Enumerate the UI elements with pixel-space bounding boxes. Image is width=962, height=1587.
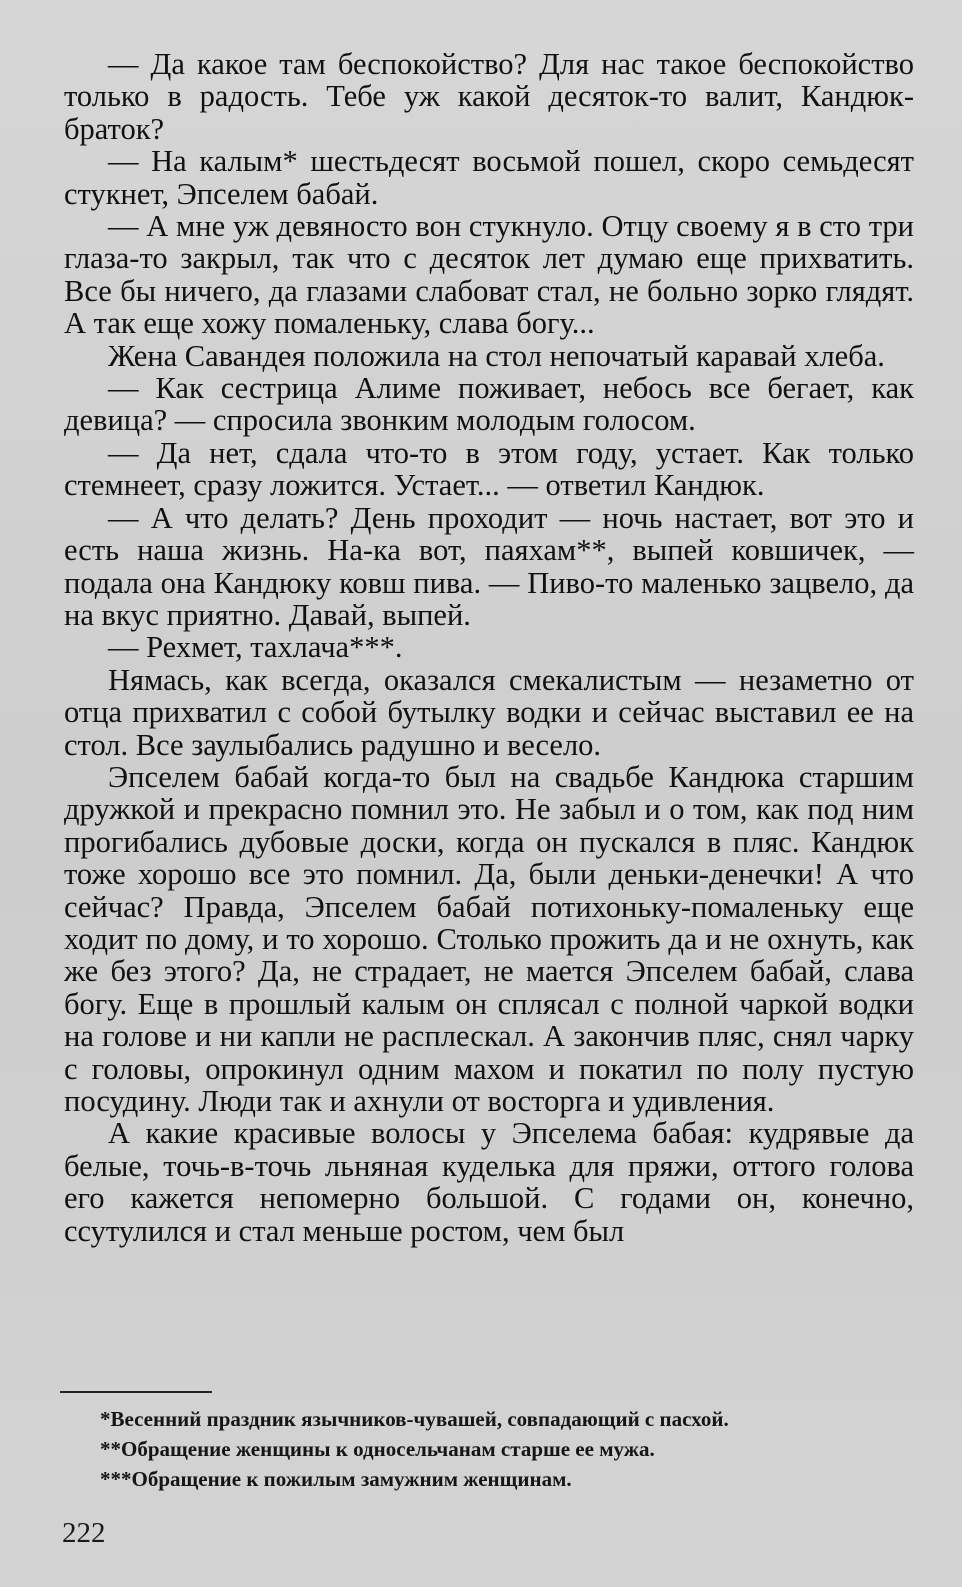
footnote: ***Обращение к пожилым замужним женщинам. [100,1467,572,1491]
body-text [64,48,914,1247]
paragraph: — Рехмет, тахлача***. [108,630,403,665]
paragraph: — А мне уж девяносто вон стукнуло. Отцу своему я в сто три глаза-то закрыл, так что с десяток лет думаю еще прихватить. Все бы ничего, да глазами слабоват стал, не больно зорко глядят. А так еще хожу помаленьку, слава богу... [64,209,914,341]
paragraph: — На калым* шестьдесят восьмой пошел, скоро семьдесят стукнет, Эпселем бабай. [64,144,914,211]
paragraph: — Да нет, сдала что-то в этом году, устает. Как только стемнеет, сразу ложится. Устает... — ответил Кандюк. [64,435,914,503]
paragraph: — Как сестрица Алиме поживает, небось все бегает, как девица? — спросила звонким молодым голосом. [64,371,914,438]
page-number: 222 [62,1517,106,1549]
footnote: *Весенний праздник язычников-чувашей, совпадающий с пасхой. [100,1407,729,1431]
footnote: **Обращение женщины к односельчанам старше ее мужа. [100,1437,655,1461]
paragraph: — Да какое там беспокойство? Для нас такое беспокойство только в радость. Тебе уж какой десяток-то валит, Кандюк-браток? [64,47,914,146]
footnote-divider [60,1391,212,1393]
paragraph: — А что делать? День проходит — ночь настает, вот это и есть наша жизнь. На-ка вот, паяхам**, выпей ковшичек, — подала она Кандюку ковш пива. — Пиво-то маленько зацвело, да на вкус приятно. Давай, выпей. [64,500,914,632]
paragraph: Эпселем бабай когда-то был на свадьбе Кандюка старшим дружкой и прекрасно помнил это. Не забыл и о том, как под ним прогибались дубовые доски, когда он пускался в пляс. Кандюк тоже хорошо все это помнил. Да, были деньки-денечки! А что сейчас? Правда, Эпселем бабай потихоньку-помаленьку еще ходит по дому, и то хорошо. Столько прожить да и не охнуть, как же без этого? Да, не страдает, не мается Эпселем бабай, слава богу. Еще в прошлый калым он сплясал с полной чаркой водки на голове и ни капли не расплескал. А закончив пляс, снял чарку с головы, опрокинул одним махом и покатил по полу пустую посудину. Люди так и ахнули от восторга и удивления. [64,759,914,1118]
footnotes [100,1404,900,1494]
paragraph: Нямась, как всегда, оказался смекалистым — незаметно от отца прихватил с собой бутылку водки и сейчас выставил ее на стол. Все заулыбались радушно и весело. [64,662,914,762]
paragraph: А какие красивые волосы у Эпселема бабая: кудрявые да белые, точь-в-точь льняная куделька для пряжи, оттого голова его кажется непомерно большой. С годами он, конечно, ссутулился и стал меньше ростом, чем был [64,1116,914,1248]
paragraph: Жена Савандея положила на стол непочатый каравай хлеба. [108,338,885,373]
